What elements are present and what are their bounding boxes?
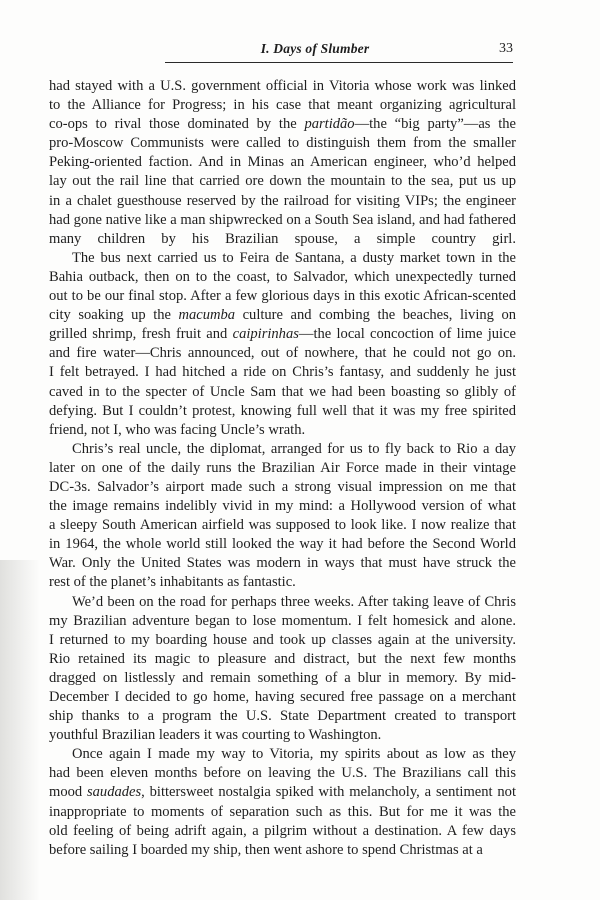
text-line: We’d been on the road for perhaps three weeks. After taking leave of Chris — [72, 593, 516, 610]
text-line: out to be our final stop. After a few glorious days in this exotic African-scented — [49, 288, 516, 305]
text-line: I returned to my boarding house and took up classes again at the university. — [49, 631, 516, 648]
paragraph — [49, 440, 516, 593]
text-line: Peking-oriented faction. And in Minas an American engineer, who’d helped — [49, 154, 516, 171]
text-line: I felt betrayed. I had hitched a ride on Chris’s fantasy, and suddenly he just — [49, 364, 516, 381]
text-line: War. Only the United States was modern in ways that must have struck the — [49, 555, 516, 572]
text-line: defying. But I couldn’t protest, knowing full well that it was my free spirited — [49, 402, 516, 419]
text-line: Bahia outback, then on to the coast, to Salvador, which unexpectedly turned — [49, 268, 516, 285]
text-line: before sailing I boarded my ship, then went ashore to spend Christmas at a — [49, 841, 483, 858]
paragraph — [49, 745, 516, 860]
text-line: caved in to the specter of Uncle Sam that we had been boasting so glibly of — [49, 383, 516, 400]
text-line: co-ops to rival those dominated by the partidão—the “big party”—as the — [49, 116, 516, 133]
text-line: Chris’s real uncle, the diplomat, arranged for us to fly back to Rio a day — [72, 440, 516, 457]
text-line: many children by his Brazilian spouse, a simple country girl. — [49, 230, 516, 247]
text-line: December I decided to go home, having secured free passage on a merchant — [49, 689, 516, 705]
paragraph — [49, 593, 516, 746]
text-line: DC-3s. Salvador’s airport made such a strong visual impression on me that — [49, 478, 516, 495]
text-line: grilled shrimp, fresh fruit and caipirinhas—the local concoction of lime juice — [49, 326, 516, 343]
text-line: the image remains indelibly vivid in my mind: a Hollywood version of what — [49, 498, 516, 515]
paragraph — [49, 249, 516, 440]
text-line: in 1964, the whole world still looked the way it had before the Second World — [49, 536, 516, 553]
binding-shadow — [0, 560, 40, 900]
text-line: youthful Brazilian leaders it was courting to Washington. — [49, 727, 382, 744]
text-line: old feeling of being adrift again, a pilgrim without a destination. A few days — [49, 822, 516, 839]
text-line: The bus next carried us to Feira de Santana, a dusty market town in the — [72, 249, 516, 266]
text-line: later on one of the daily runs the Brazilian Air Force made in their vintage — [49, 459, 516, 476]
text-line: had gone native like a man shipwrecked on a South Sea island, and had fathered — [49, 211, 516, 228]
text-line: pro-Moscow Communists were called to distinguish them from the smaller — [49, 135, 516, 152]
text-line: city soaking up the macumba culture and combing the beaches, living on — [49, 307, 516, 324]
text-line: and fire water—Chris announced, out of nowhere, that he could not go on. — [49, 345, 516, 362]
text-line: Rio retained its magic to pleasure and distract, but the next few months — [49, 650, 516, 667]
paragraph — [49, 77, 516, 249]
text-line: dragged on listlessly and remain something of a blur in memory. By mid- — [49, 669, 516, 686]
text-line: in a chalet guesthouse reserved by the railroad for visiting VIPs; the engineer — [49, 192, 516, 209]
text-line: mood saudades, bittersweet nostalgia spiked with melancholy, a sentiment not — [49, 784, 516, 801]
text-line: rest of the planet’s inhabitants as fantastic. — [49, 574, 296, 591]
text-line: ship thanks to a program the U.S. State Department created to transport — [49, 708, 516, 725]
body-text — [49, 77, 516, 860]
text-line: to the Alliance for Progress; in his case that meant organizing agricultural — [49, 97, 516, 114]
text-line: friend, not I, who was facing Uncle’s wrath. — [49, 421, 306, 438]
text-line: Once again I made my way to Vitoria, my spirits about as low as they — [72, 746, 516, 763]
text-line: lay out the rail line that carried ore down the mountain to the sea, put us up — [49, 173, 516, 190]
chapter-title: I. Days of Slumber — [260, 41, 370, 56]
page-number: 33 — [499, 41, 513, 56]
text-line: inappropriate to moments of separation such as this. But for me it was the — [49, 803, 516, 820]
text-line: my Brazilian adventure began to lose momentum. I felt homesick and alone. — [49, 612, 516, 629]
text-line: had stayed with a U.S. government official in Vitoria whose work was linked — [49, 78, 516, 94]
text-line: had been eleven months before on leaving the U.S. The Brazilians call this — [49, 765, 516, 782]
running-header — [165, 40, 513, 63]
text-line: a sleepy South American airfield was supposed to look like. I now realize that — [49, 517, 516, 534]
